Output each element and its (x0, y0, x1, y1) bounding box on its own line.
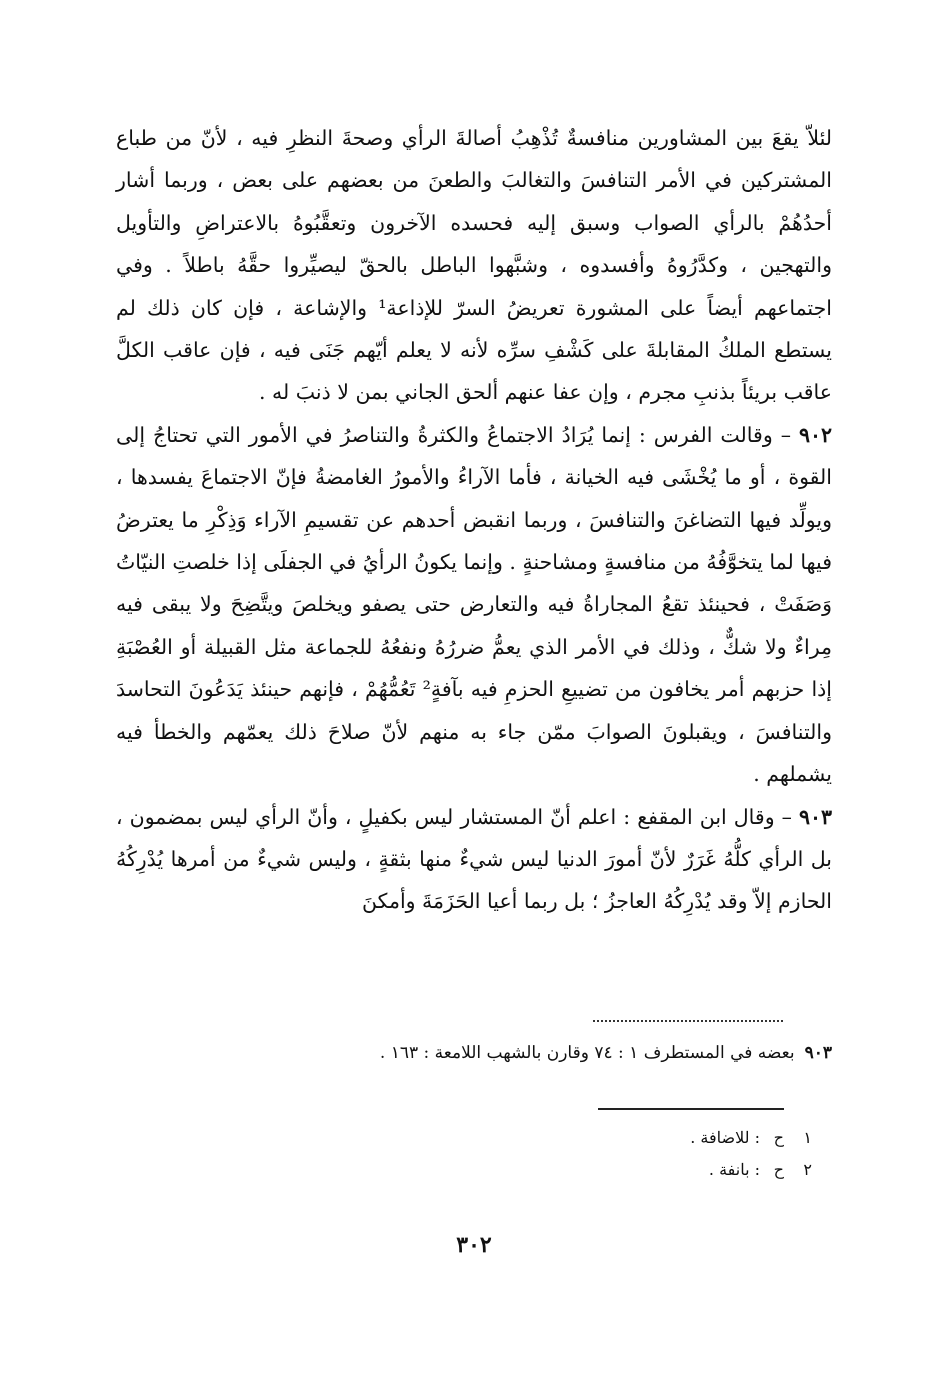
source-note-text: بعضه في المستطرف ١ : ٧٤ وقارن بالشهب اللامعة : ١٦٣ . (379, 1043, 795, 1063)
footnote (116, 1122, 832, 1154)
paragraph-number: ٩٠٢ (798, 422, 832, 447)
footnote-text: : بانفة . (708, 1160, 760, 1179)
main-text (116, 117, 832, 923)
paragraph-902 (116, 414, 832, 796)
paragraph-903 (116, 796, 832, 923)
source-note (116, 1040, 832, 1066)
footnote-text: : للاضافة . (690, 1128, 760, 1147)
paragraph-901-continuation: لئلاّ يقعَ بين المشاورين منافسةٌ تُذْهِبُ أصالةَ الرأي وصحةَ النظرِ فيه ، لأنّ من طباع المشتركين في الأمر التنافسَ والتغالبَ والطعنَ من بعضهم على بعض ، وربما أشار أحدُهُمْ بالرأي الصواب وسبق إليه فحسده الآخرون وتعقَّبُوهُ بالاعتراضِ والتأويل والتهجين ، وكدَّرُوهُ وأفسدوه ، وشبَّهوا الباطل بالحقّ ليصيِّروا حقَّهُ باطلاً . وفي اجتماعهم أيضاً على المشورة تعريضُ السرّ للإذاعة¹ والإشاعة ، فإن كان ذلك لم يستطع الملكُ المقابلةَ على كَشْفِ سرِّه لأنه لا يعلم أيّهم جَنَى فيه ، فإن عاقب الكلَّ عاقب بريئاً بذنبِ مجرم ، وإن عفا عنهم ألحق الجاني بمن لا ذنبَ له . (116, 126, 832, 405)
paragraph-body: – وقالت الفرس : إنما يُرَادُ الاجتماعُ والكثرةُ والتناصرُ في الأمور التي تحتاجُ إلى القوة ، أو ما يُخْشَى فيه الخيانة ، فأما الآراءُ والأمورُ الغامضةُ فإنّ الاجتماعَ يفسدها ، ويولِّد فيها التضاغنَ والتنافسَ ، وربما انقبض أحدهم عن تقسيمِ الآراء وَذِكْرِ ما يعترضُ فيها لما يتخوَّفُهُ من منافسةٍ ومشاحنةٍ . وإنما يكونُ الرأيُ في الجفلَى إذا خلصتِ النيّاتُ وَصَفَتْ ، فحينئذ تقعُ المجاراةُ فيه والتعارض حتى يصفو ويخلصَ ويتَّضِحَ ولا يبقى فيه مِراءٌ ولا شكٌّ ، وذلك في الأمر الذي يعمُّ ضررُهُ ونفعُهُ للجماعة مثل القبيلة أو العُصْبَةِ إذا حزبهم أمر يخافون من تضييعِ الحزمِ فيه بآفةٍ² تَعُمُّهُمْ ، فإنهم حينئذ يَدَعُونَ التحاسدَ والتنافسَ ، ويقبلونَ الصوابَ ممّن جاء به منهم لأنّ صلاحَ ذلك يعمّهم والخطأ فيه يشملهم . (116, 422, 832, 787)
footnote-source: ح (773, 1128, 784, 1147)
footnote-number: ١ (803, 1128, 812, 1147)
footnote-divider (598, 1108, 784, 1110)
dotted-divider (593, 1020, 783, 1022)
footnote-number: ٢ (803, 1160, 812, 1179)
footnote-source: ح (773, 1160, 784, 1179)
page-number: ٣٠٢ (456, 1232, 492, 1258)
paragraph-number: ٩٠٣ (798, 804, 832, 829)
paragraph-body: – وقال ابن المقفع : اعلم أنّ المستشار ليس بكفيلٍ ، وأنّ الرأي ليس بمضمون ، بل الرأي كلُّهُ غَرَرٌ لأنّ أمورَ الدنيا ليس شيءٌ منها بثقةٍ ، وليس شيءٌ من أمرها يُدْرِكُهُ الحازم إلاّ وقد يُدْرِكُهُ العاجزُ ؛ بل ربما أعيا الحَزَمَةَ وأمكنَ (116, 804, 832, 914)
source-note-number: ٩٠٣ (804, 1043, 832, 1063)
footnotes (116, 1122, 832, 1186)
footnote (116, 1154, 832, 1186)
